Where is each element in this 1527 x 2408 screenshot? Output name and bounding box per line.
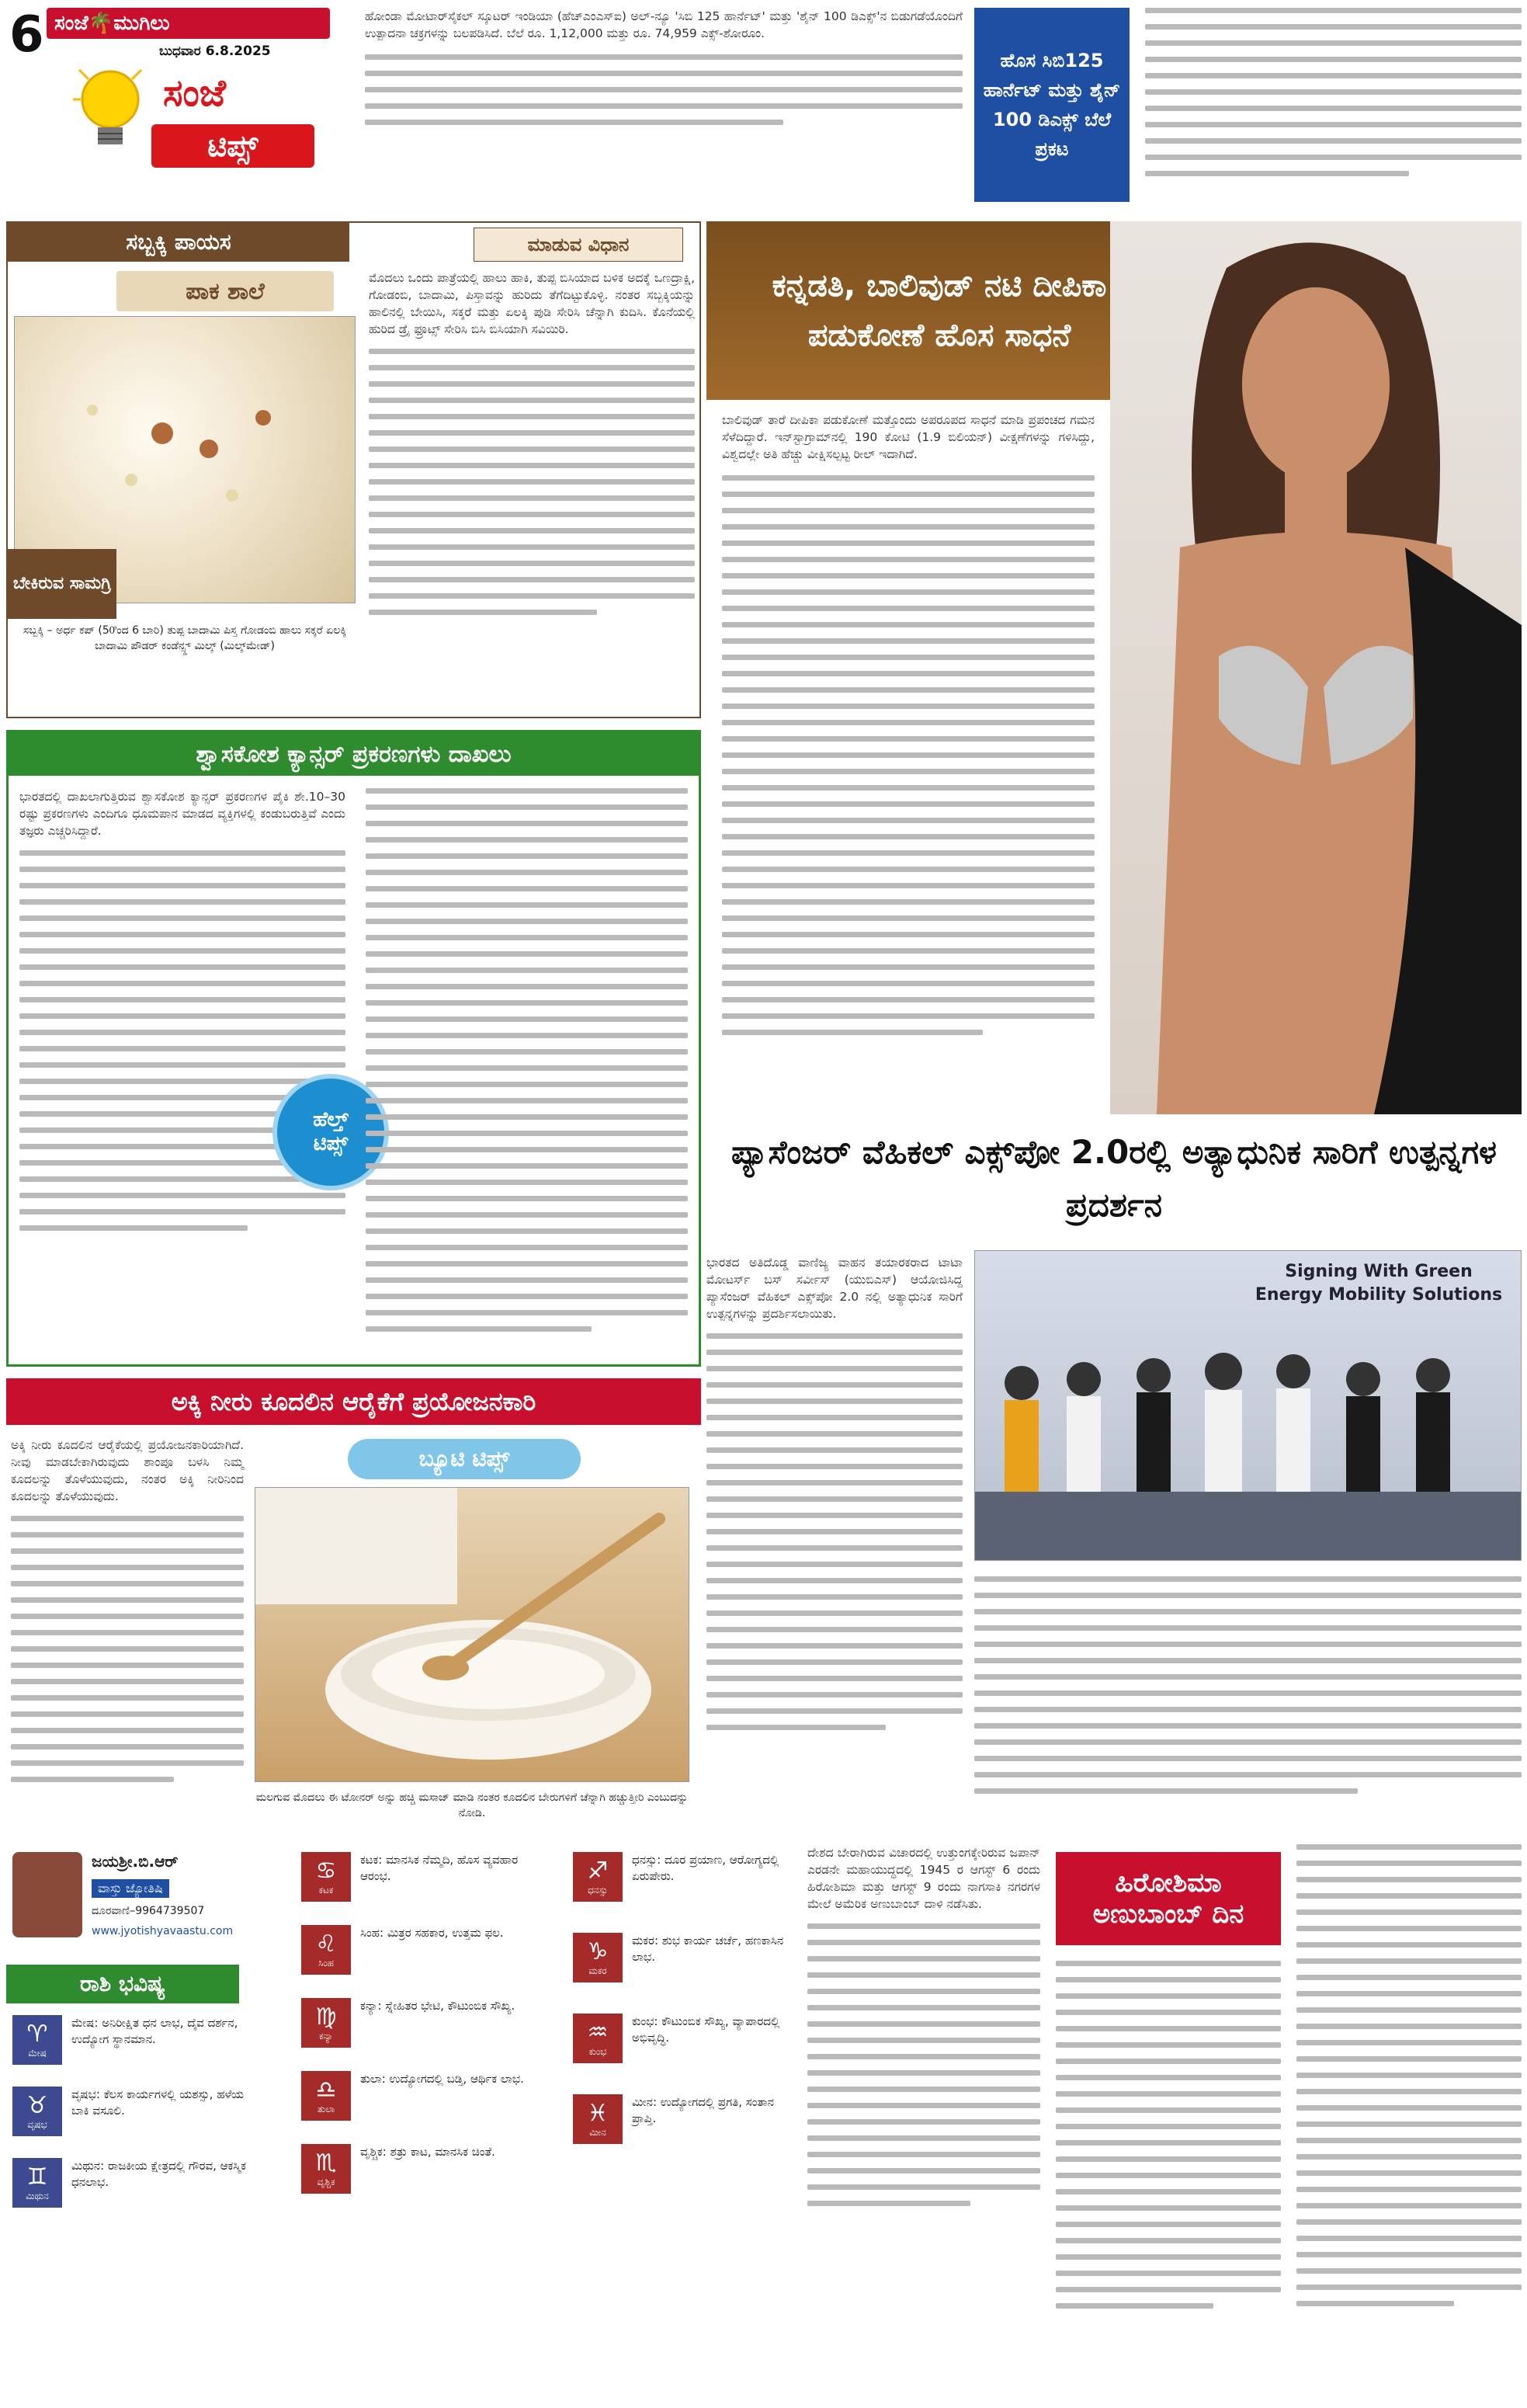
rashi-kumbha: ♒ ಕುಂಭ ಕುಂಭ: ಕೌಟುಂಬಿಕ ಸೌಖ್ಯ, ವ್ಯಾಪಾರದಲ್ಲಿ ಅಭಿವೃದ್ಧಿ. <box>573 2014 798 2063</box>
kumbha-icon: ♒ ಕುಂಭ <box>573 2014 623 2063</box>
health-tips-line2: ಟಿಪ್ಸ್ <box>313 1132 349 1155</box>
astrologer-avatar <box>12 1852 82 1937</box>
cancer-article-left: ಭಾರತದಲ್ಲಿ ದಾಖಲಾಗುತ್ತಿರುವ ಶ್ವಾಸಕೋಶ ಕ್ಯಾನ್ಸರ್ ಪ್ರಕರಣಗಳ ಪೈಕಿ ಶೇ.10–30 ರಷ್ಟು ಪ್ರಕರಣಗಳು ಎಂದಿಗೂ ಧೂಮಪಾನ ಮಾಡದ ವ್ಯಕ್ತಿಗಳಲ್ಲಿ ಕಂಡುಬರುತ್ತಿವೆ ಎಂದು ತಜ್ಞರು ಎಚ್ಚರಿಸಿದ್ದಾರೆ. <box>19 788 345 1231</box>
cancer-section <box>6 730 701 1367</box>
mithuna-icon: ♊ ಮಿಥುನ <box>12 2158 62 2208</box>
bulb-icon <box>71 62 149 155</box>
rashi-column-1 <box>12 2015 261 2208</box>
hiroshima-article-middle <box>1056 1961 1281 2309</box>
expo-people <box>975 1336 1522 1561</box>
kitchen-ingredients-label: ಬೇಕಿರುವ ಸಾಮಗ್ರಿ <box>8 549 116 619</box>
kitchen-section <box>6 221 701 718</box>
tips-title-badge <box>151 124 314 168</box>
kitchen-ingredients: ಸಬ್ಬಕ್ಕಿ – ಅರ್ಧ ಕಪ್ (50ಿಂದ 6 ಬಾರಿ) ತುಪ್ಪ ಬಾದಾಮಿ ಪಿಸ್ತ ಗೋಡಂಬಿ ಹಾಲು ಸಕ್ಕರೆ ಏಲಕ್ಕಿ ಬಾದಾಮಿ ಪೌಡರ್ ಕಂಡೆನ್ಸ್ಡ್ ಮಿಲ್ಕ್ (ಮಿಲ್ಕ್‌ಮೇಡ್) <box>23 624 347 652</box>
astrologer-website[interactable]: www.jyotishyavaastu.com <box>92 1925 234 1937</box>
rashi-kanya: ♍ ಕನ್ಯಾ ಕನ್ಯಾ: ಸ್ನೇಹಿತರ ಭೇಟಿ, ಕೌಟುಂಬಿಕ ಸೌಖ್ಯ. <box>301 1998 550 2048</box>
kitchen-method: ಮೊದಲು ಒಂದು ಪಾತ್ರೆಯಲ್ಲಿ ಹಾಲು ಹಾಕಿ, ತುಪ್ಪ ಬಿಸಿಯಾದ ಬಳಿಕ ಅದಕ್ಕೆ ಒಣದ್ರಾಕ್ಷಿ, ಗೋಡಂಬಿ, ಬಾದಾಮಿ, ಪಿಸ್ತಾವನ್ನು ಹುರಿದು ತೆಗೆದಿಟ್ಟುಕೊಳ್ಳಿ. ನಂತರ ಸಬ್ಬಕ್ಕಿಯನ್ನು ಹಾಲಿನಲ್ಲಿ ಬೇಯಿಸಿ, ಸಕ್ಕರೆ ಮತ್ತು ಏಲಕ್ಕಿ ಪುಡಿ ಸೇರಿಸಿ ಚೆನ್ನಾಗಿ ಕುದಿಸಿ. ಕೊನೆಯಲ್ಲಿ ಹುರಿದ ಡ್ರೈ ಫ್ರೂಟ್ಸ್ ಸೇರಿಸಿ ಬಿಸಿ ಬಿಸಿಯಾಗಿ ಸವಿಯಿರಿ. <box>369 269 695 615</box>
page-number: 6 <box>9 6 44 64</box>
dhanassu-icon: ♐ ಧನಸ್ಸು <box>573 1852 623 1902</box>
makara-icon: ♑ ಮಕರ <box>573 1933 623 1982</box>
honda-article-left <box>365 8 963 210</box>
astro-section <box>6 1844 798 2403</box>
astro-profile <box>6 1844 270 1961</box>
kitchen-dish-title: ಸಬ್ಬಕ್ಕಿ ಪಾಯಸ <box>8 223 349 262</box>
expo-article-lower <box>974 1576 1522 1794</box>
astrologer-phone: ದೂರವಾಣಿ–9964739507 <box>92 1905 205 1917</box>
expo-photo <box>974 1250 1522 1561</box>
rice-headline-bar <box>6 1378 701 1425</box>
tips-title-bottom: ಟಿಪ್ಸ್ <box>207 128 259 163</box>
expo-section <box>706 1126 1522 1825</box>
rashi-vrushchika: ♏ ವೃಶ್ಚಿಕ ವೃಶ್ಚಿಕ: ಶತ್ರು ಕಾಟ, ಮಾನಸಿಕ ಚಿಂತೆ. <box>301 2144 550 2194</box>
rashi-simha: ♌ ಸಿಂಹ ಸಿಂಹ: ಮಿತ್ರರ ಸಹಕಾರ, ಉತ್ತಮ ಫಲ. <box>301 1925 550 1975</box>
honda-headline: ಹೊಸ ಸಿಬಿ125 ಹಾರ್ನೆಟ್ ಮತ್ತು ಶೈನ್ 100 ಡಿಎಕ್ಸ್ ಬೆಲೆ ಪ್ರಕಟ <box>983 50 1121 160</box>
tula-icon: ♎ ತುಲಾ <box>301 2071 351 2121</box>
rice-section <box>6 1378 701 1836</box>
rice-bowl-photo <box>255 1487 689 1782</box>
cancer-article-right <box>366 788 688 1332</box>
kitchen-section-label: ಪಾಕ ಶಾಲೆ <box>116 271 334 311</box>
honda-article-lines <box>365 54 963 125</box>
hiroshima-section <box>807 1844 1522 2403</box>
rashi-tula: ♎ ತುಲಾ ತುಲಾ: ಉದ್ಯೋಗದಲ್ಲಿ ಬಡ್ತಿ, ಆರ್ಥಿಕ ಲಾಭ. <box>301 2071 550 2121</box>
rashi-column-3 <box>573 1852 798 2144</box>
rice-caption: ಮಲಗುವ ಮೊದಲು ಈ ಟೋನರ್ ಅನ್ನು ಹಚ್ಚಿ ಮಸಾಜ್ ಮಾಡಿ ನಂತರ ಕೂದಲಿನ ಬೇರುಗಳಿಗೆ ಚೆನ್ನಾಗಿ ಹಚ್ಚುತ್ತೀರಿ ಎಂಬುದನ್ನು ನೋಡಿ. <box>255 1791 689 1819</box>
deepika-photo <box>1110 221 1522 1114</box>
expo-headline: ಪ್ಯಾಸೆಂಜರ್ ವೆಹಿಕಲ್ ಎಕ್ಸ್‌ಪೋ 2.0ರಲ್ಲಿ ಅತ್ಯಾಧುನಿಕ ಸಾರಿಗೆ ಉತ್ಪನ್ನಗಳ ಪ್ರದರ್ಶನ <box>731 1133 1497 1224</box>
rashi-dhanassu: ♐ ಧನಸ್ಸು ಧನಸ್ಸು: ದೂರ ಪ್ರಯಾಣ, ಆರೋಗ್ಯದಲ್ಲಿ ಏರುಪೇರು. <box>573 1852 798 1902</box>
vrushabha-icon: ♉ ವೃಷಭ <box>12 2087 62 2136</box>
rice-article: ಅಕ್ಕಿ ನೀರು ಕೂದಲಿನ ಆರೈಕೆಯಲ್ಲಿ ಪ್ರಯೋಜನಕಾರಿಯಾಗಿದೆ. ನೀವು ಮಾಡಬೇಕಾಗಿರುವುದು ಶಾಂಪೂ ಬಳಸಿ ನಿಮ್ಮ ಕೂದಲನ್ನು ತೊಳೆಯುವುದು, ನಂತರ ಅಕ್ಕಿ ನೀರಿನಿಂದ ಕೂದಲನ್ನು ತೊಳೆಯುವುದು. <box>11 1437 244 1782</box>
hiroshima-headline-box <box>1056 1852 1281 1945</box>
health-tips-line1: ಹೆಲ್ತ್ <box>313 1108 349 1131</box>
hiroshima-article-right <box>1296 1844 1522 2306</box>
beauty-tips-badge: ಬ್ಯೂಟಿ ಟಿಪ್ಸ್ <box>348 1439 581 1479</box>
rice-headline: ಅಕ್ಕಿ ನೀರು ಕೂದಲಿನ ಆರೈಕೆಗೆ ಪ್ರಯೋಜನಕಾರಿ <box>171 1386 536 1416</box>
deepika-headline-box <box>706 221 1172 400</box>
astrologer-title: ವಾಸ್ತು ಜ್ಯೋತಿಷಿ <box>92 1879 169 1898</box>
hiroshima-headline-1: ಹಿರೋಶಿಮಾ <box>1115 1868 1222 1899</box>
honda-article-lead: ಹೋಂಡಾ ಮೋಟಾರ್‌ಸೈಕಲ್ ಸ್ಕೂಟರ್ ಇಂಡಿಯಾ (ಹೆಚ್ಎಂಎಸ್ಐ) ಅಲ್-ನ್ಯೂ 'ಸಿಬಿ 125 ಹಾರ್ನೆಟ್' ಮತ್ತು 'ಶೈನ್ 100 ಡಿಎಕ್ಸ್'ನ ಬಿಡುಗಡೆಯೊಂದಿಗೆ ಉತ್ಪಾದನಾ ಚಕ್ರಗಳನ್ನು ಬಲಪಡಿಸಿದೆ. ಬೆಲೆ ರೂ. 1,12,000 ಮತ್ತು ರೂ. 74,959 ಎಕ್ಸ್-ಶೋರೂಂ. <box>365 9 963 40</box>
deepika-article: ಬಾಲಿವುಡ್ ತಾರೆ ದೀಪಿಕಾ ಪಡುಕೋಣೆ ಮತ್ತೊಂದು ಅಪರೂಪದ ಸಾಧನೆ ಮಾಡಿ ಪ್ರಪಂಚದ ಗಮನ ಸೆಳೆದಿದ್ದಾರೆ. ಇನ್‌ಸ್ಟಾಗ್ರಾಮ್‌ನಲ್ಲಿ 190 ಕೋಟಿ (1.9 ಬಿಲಿಯನ್) ವೀಕ್ಷಣೆಗಳನ್ನು ಗಳಿಸಿದ್ದು, ವಿಶ್ವದಲ್ಲೇ ಅತಿ ಹೆಚ್ಚು ವೀಕ್ಷಿಸಲ್ಪಟ್ಟ ರೀಲ್ ಇದಾಗಿದೆ. <box>722 412 1095 1035</box>
simha-icon: ♌ ಸಿಂಹ <box>301 1925 351 1975</box>
rashi-mithuna: ♊ ಮಿಥುನ ಮಿಥುನ: ರಾಜಕೀಯ ಕ್ಷೇತ್ರದಲ್ಲಿ ಗೌರವ, ಆಕಸ್ಮಿಕ ಧನಲಾಭ. <box>12 2158 261 2208</box>
tips-title-top: ಸಂಜೆ <box>163 71 226 115</box>
issue-date: ಬುಧವಾರ 6.8.2025 <box>159 43 271 59</box>
expo-banner-text: Signing With Green Energy Mobility Solutions <box>1255 1262 1503 1305</box>
deepika-section <box>706 221 1522 1114</box>
rashi-meena: ♓ ಮೀನ ಮೀನ: ಉದ್ಯೋಗದಲ್ಲಿ ಪ್ರಗತಿ, ಸಂತಾನ ಪ್ರಾಪ್ತಿ. <box>573 2094 798 2144</box>
astrologer-name: ಜಯಶ್ರೀ.ಬಿ.ಆರ್ <box>92 1852 179 1871</box>
deepika-portrait <box>1110 221 1522 1114</box>
expo-article: ಭಾರತದ ಅತಿದೊಡ್ಡ ವಾಣಿಜ್ಯ ವಾಹನ ತಯಾರಕರಾದ ಟಾಟಾ ಮೋಟರ್ಸ್ ಬಸ್ ಸರ್ವೀಸ್ (ಯುಬಿಎಸ್) ಆಯೋಜಿಸಿದ್ದ ಪ್ಯಾಸೆಂಜರ್ ವೆಹಿಕಲ್ ಎಕ್ಸ್‌ಪೋ 2.0 ನಲ್ಲಿ ಅತ್ಯಾಧುನಿಕ ಸಾರಿಗೆ ಉತ್ಪನ್ನಗಳನ್ನು ಪ್ರದರ್ಶಿಸಲಾಯಿತು. <box>706 1254 963 1730</box>
masthead <box>0 0 342 210</box>
brand-bar <box>47 8 330 39</box>
cancer-headline: ಶ್ವಾಸಕೋಶ ಕ್ಯಾನ್ಸರ್ ಪ್ರಕರಣಗಳು ದಾಖಲು <box>196 740 512 768</box>
kataka-icon: ♋ ಕಟಕ <box>301 1852 351 1902</box>
rashi-kataka: ♋ ಕಟಕ ಕಟಕ: ಮಾನಸಿಕ ನೆಮ್ಮದಿ, ಹೊಸ ವ್ಯವಹಾರ ಆರಂಭ. <box>301 1852 550 1902</box>
rashi-bhavishya-title: ರಾಶಿ ಭವಿಷ್ಯ <box>6 1965 239 2003</box>
honda-article-right <box>1145 8 1522 210</box>
hiroshima-article-left: ದೇಶದ ಬೇರಾಗಿರುವ ವಿಚಾರದಲ್ಲಿ ಉತ್ತುಂಗಕ್ಕೇರಿರುವ ಜಪಾನ್ ಎರಡನೇ ಮಹಾಯುದ್ಧದಲ್ಲಿ 1945 ರ ಆಗಸ್ಟ್ 6 ರಂದು ಹಿರೋಶಿಮಾ ಮತ್ತು ಆಗಸ್ಟ್ 9 ರಂದು ನಾಗಸಾಕಿ ನಗರಗಳ ಮೇಲೆ ಅಮೆರಿಕ ಅಣುಬಾಂಬ್ ದಾಳಿ ನಡೆಸಿತು. <box>807 1844 1040 2206</box>
hiroshima-headline-2: ಅಣುಬಾಂಬ್ ದಿನ <box>1092 1899 1244 1930</box>
vrushchika-icon: ♏ ವೃಶ್ಚಿಕ <box>301 2144 351 2194</box>
deepika-headline: ಕನ್ನಡತಿ, ಬಾಲಿವುಡ್ ನಟಿ ದೀಪಿಕಾ ಪಡುಕೋಣೆ ಹೊಸ ಸಾಧನೆ <box>772 268 1107 353</box>
cancer-headline-bar <box>9 732 699 776</box>
kitchen-method-label: ಮಾಡುವ ವಿಧಾನ <box>474 228 683 262</box>
rashi-mesha: ♈ ಮೇಷ ಮೇಷ: ಅನಿರೀಕ್ಷಿತ ಧನ ಲಾಭ, ದೈವ ದರ್ಶನ, ಉದ್ಯೋಗ ಸ್ಥಾನಮಾನ. <box>12 2015 261 2065</box>
rice-bowl-illustration <box>255 1488 689 1782</box>
kanya-icon: ♍ ಕನ್ಯಾ <box>301 1998 351 2048</box>
meena-icon: ♓ ಮೀನ <box>573 2094 623 2144</box>
rashi-makara: ♑ ಮಕರ ಮಕರ: ಶುಭ ಕಾರ್ಯ ಚರ್ಚೆ, ಹಣಕಾಸಿನ ಲಾಭ. <box>573 1933 798 1982</box>
mesha-icon: ♈ ಮೇಷ <box>12 2015 62 2065</box>
rashi-vrushabha: ♉ ವೃಷಭ ವೃಷಭ: ಕೆಲಸ ಕಾರ್ಯಗಳಲ್ಲಿ ಯಶಸ್ಸು, ಹಳೆಯ ಬಾಕಿ ವಸೂಲಿ. <box>12 2087 261 2136</box>
rashi-column-2 <box>301 1852 550 2194</box>
brand-name: ಸಂಜೆ🌴ಮುಗಿಲು <box>54 11 170 35</box>
honda-headline-box <box>974 8 1130 202</box>
